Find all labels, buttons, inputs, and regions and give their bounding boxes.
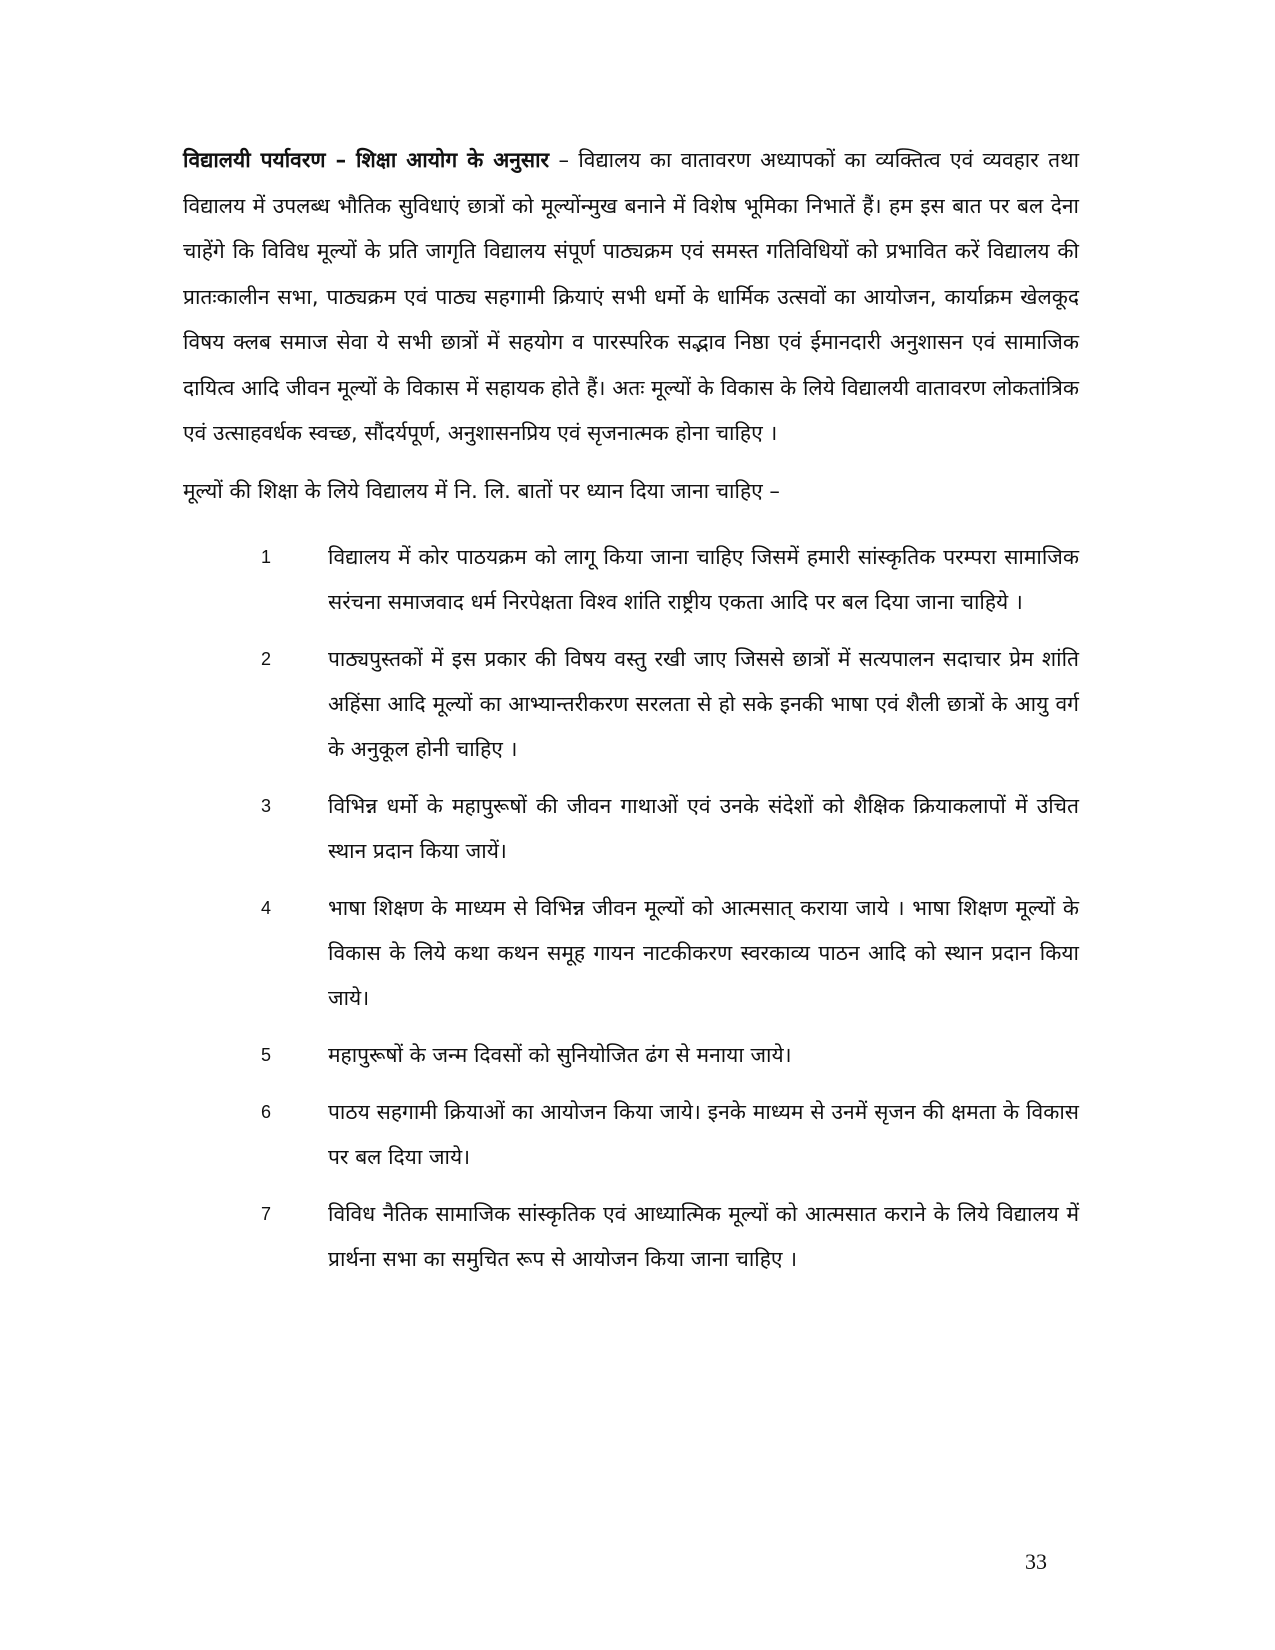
list-item-text: महापुरूषों के जन्म दिवसों को सुनियोजित ढंग से मनाया जाये। [328, 1042, 792, 1067]
list-item-text: भाषा शिक्षण के माध्यम से विभिन्न जीवन मूल्यों को आत्मसात् कराया जाये । भाषा शिक्षण मूल्यों के विकास के लिये कथा कथन समूह गायन नाटकीकरण स्वरकाव्य पाठन आदि को स्थान प्रदान किया जाये। [328, 895, 1079, 1010]
list-item [183, 637, 1079, 772]
list-item-number: 4 [261, 897, 272, 918]
page-number: 33 [1025, 1549, 1047, 1574]
list-item-number: 2 [261, 648, 272, 669]
list-item-text: पाठय सहगामी क्रियाओं का आयोजन किया जाये। इनके माध्यम से उनमें सृजन की क्षमता के विकास पर बल दिया जाये। [328, 1099, 1079, 1169]
list-item [183, 535, 1079, 625]
list-item [183, 1090, 1079, 1180]
list-item [183, 886, 1079, 1021]
section-heading: विद्यालयी पर्यावरण – शिक्षा आयोग के अनुसार [183, 148, 550, 172]
list-item-number: 3 [261, 795, 272, 816]
list-item-text: विद्यालय में कोर पाठयक्रम को लागू किया जाना चाहिए जिसमें हमारी सांस्कृतिक परम्परा सामाजिक सरंचना समाजवाद धर्म निरपेक्षता विश्व शांति राष्ट्रीय एकता आदि पर बल दिया जाना चाहिये । [328, 544, 1079, 614]
list-item-text: पाठ्यपुस्तकों में इस प्रकार की विषय वस्तु रखी जाए जिससे छात्रों में सत्यपालन सदाचार प्रेम शांति अहिंसा आदि मूल्यों का आभ्यान्तरीकरण सरलता से हो सके इनकी भाषा एवं शैली छात्रों के आयु वर्ग के अनुकूल होनी चाहिए । [328, 646, 1079, 761]
paragraph-body: – विद्यालय का वातावरण अध्यापकों का व्यक्तित्व एवं व्यवहार तथा विद्यालय में उपलब्ध भौतिक सुविधाएं छात्रों को मूल्योंन्मुख बनाने में विशेष भूमिका निभातें हैं। हम इस बात पर बल देना चाहेंगे कि विविध मूल्यों के प्रति जागृति विद्यालय संपूर्ण पाठ्यक्रम एवं समस्त गतिविधियों को प्रभावित करें विद्यालय की प्रातःकालीन सभा, पाठ्यक्रम एवं पाठ्य सहगामी क्रियाएं सभी धर्मो के धार्मिक उत्सवों का आयोजन, कार्याक्रम खेलकूद विषय क्लब समाज सेवा ये सभी छात्रों में सहयोग व पारस्परिक सद्भाव निष्ठा एवं ईमानदारी अनुशासन एवं सामाजिक दायित्व आदि जीवन मूल्यों के विकास में सहायक होते हैं। अतः मूल्यों के विकास के लिये विद्यालयी वातावरण लोकतांत्रिक एवं उत्साहवर्धक स्वच्छ, सौंदर्यपूर्ण, अनुशासनप्रिय एवं सृजनात्मक होना चाहिए । [183, 148, 1080, 445]
list-item-number: 6 [261, 1101, 272, 1122]
list-item-text: विविध नैतिक सामाजिक सांस्कृतिक एवं आध्यात्मिक मूल्यों को आत्मसात कराने के लिये विद्यालय में प्रार्थना सभा का समुचित रूप से आयोजन किया जाना चाहिए । [328, 1201, 1079, 1271]
list-item [183, 1192, 1079, 1282]
list-item-text: विभिन्न धर्मो के महापुरूषों की जीवन गाथाओं एवं उनके संदेशों को शैक्षिक क्रियाकलापों में उचित स्थान प्रदान किया जायें। [328, 793, 1079, 863]
list-item [183, 1033, 1079, 1078]
list-item-number: 5 [261, 1044, 272, 1065]
list-item-number: 7 [261, 1203, 272, 1224]
numbered-list [183, 535, 1079, 1282]
list-item [183, 784, 1079, 874]
list-item-number: 1 [261, 546, 272, 567]
list-intro: मूल्यों की शिक्षा के लिये विद्यालय में नि. लि. बातों पर ध्यान दिया जाना चाहिए – [183, 478, 780, 503]
page-content [183, 138, 1079, 1294]
main-paragraph [183, 138, 1079, 457]
